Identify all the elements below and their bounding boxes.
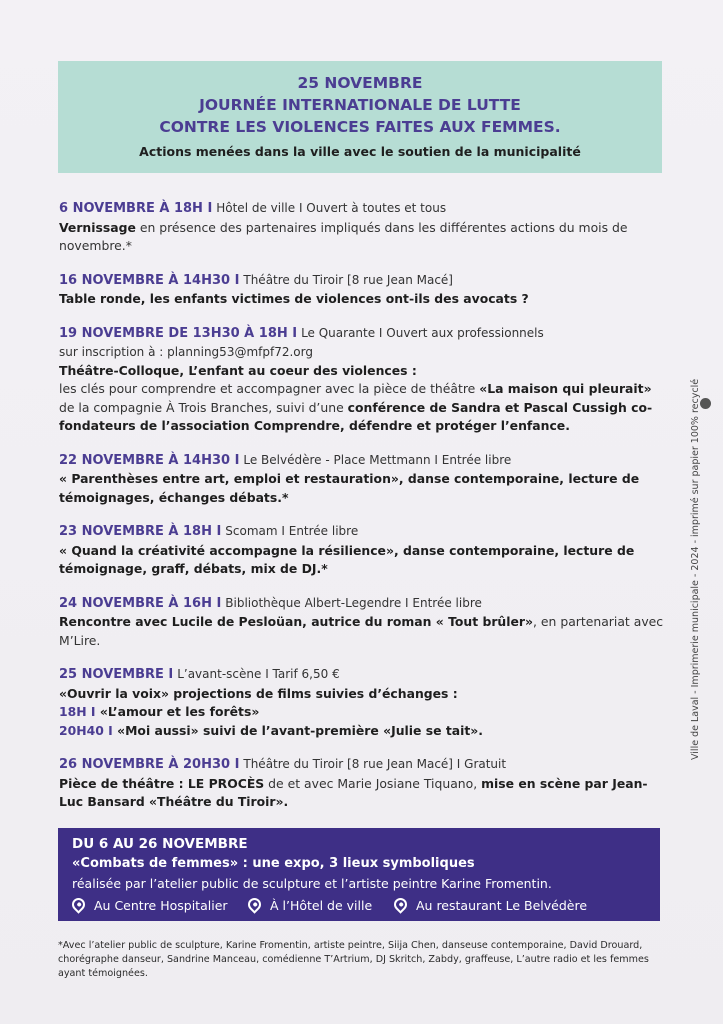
event-venue: Théâtre du Tiroir [8 rue Jean Macé] I Gratuit bbox=[243, 757, 507, 771]
expo-banner bbox=[58, 828, 660, 921]
expo-location-label: À l’Hôtel de ville bbox=[270, 898, 373, 913]
event-title: Table ronde, les enfants victimes de violences ont-ils des avocats ? bbox=[59, 291, 529, 306]
event-text: de et avec Marie Josiane Tiquano, bbox=[264, 775, 482, 791]
screening-time: 18H I bbox=[59, 704, 96, 719]
event-director: mise en scène par Jean-Luc Bansard «Théâtre du Tiroir». bbox=[59, 775, 648, 809]
event-title: Vernissage bbox=[59, 219, 136, 235]
expo-description: réalisée par l’atelier public de sculpture et l’artiste peintre Karine Fromentin. bbox=[72, 876, 552, 891]
event-venue: Bibliothèque Albert-Legendre I Entrée libre bbox=[225, 595, 482, 610]
event-title: Rencontre avec Lucile de Pesloüan, autrice du roman « Tout brûler» bbox=[59, 614, 534, 629]
title-line-2: JOURNÉE INTERNATIONALE DE LUTTE bbox=[199, 96, 521, 114]
expo-location-label: Au restaurant Le Belvédère bbox=[416, 898, 588, 913]
event-date: 22 NOVEMBRE À 14H30 I bbox=[59, 452, 240, 468]
title-date: 25 NOVEMBRE bbox=[297, 74, 423, 92]
event-play-title: «La maison qui pleurait» bbox=[479, 381, 652, 396]
footnote: *Avec l’atelier public de sculpture, Karine Fromentin, artiste peintre, Siija Chen, danseuse contemporaine, David Drouard, chorégraphe danseur, Sandrine Manceau, comédienne T’Artrium, DJ Skritch, Zabdy, graffeuse, L’autre radio et les femmes ayant témoignées. bbox=[58, 940, 649, 979]
event-venue: Le Quarante I Ouvert aux professionnels bbox=[301, 325, 544, 340]
title-subtitle: Actions menées dans la ville avec le soutien de la municipalité bbox=[139, 144, 581, 159]
event-date: 23 NOVEMBRE À 18H I bbox=[59, 524, 222, 539]
expo-location bbox=[72, 898, 228, 913]
title-line-3: CONTRE LES VIOLENCES FAITES AUX FEMMES. bbox=[159, 118, 561, 136]
event-venue: Théâtre du Tiroir [8 rue Jean Macé] bbox=[243, 272, 453, 287]
event-text: de la compagnie À Trois Branches, suivi d’une bbox=[59, 399, 348, 415]
event-item bbox=[59, 199, 665, 256]
event-inscription: sur inscription à : planning53@mfpf72.org bbox=[59, 345, 313, 359]
event-date: 16 NOVEMBRE À 14H30 I bbox=[59, 272, 240, 288]
screening-film: «Moi aussi» suivi de l’avant-première «Julie se tait». bbox=[112, 722, 483, 738]
expo-location-label: Au Centre Hospitalier bbox=[94, 898, 228, 913]
event-date: 6 NOVEMBRE À 18H I bbox=[59, 201, 213, 216]
event-venue: L’avant-scène I Tarif 6,50 € bbox=[177, 667, 340, 681]
expo-title: «Combats de femmes» : une expo, 3 lieux symboliques bbox=[72, 856, 475, 871]
event-venue: Scomam I Entrée libre bbox=[225, 524, 359, 538]
event-venue: Hôtel de ville I Ouvert à toutes et tous bbox=[216, 201, 447, 215]
event-date: 26 NOVEMBRE À 20H30 I bbox=[59, 757, 240, 772]
screening-film: «L’amour et les forêts» bbox=[95, 704, 260, 719]
event-item bbox=[59, 522, 665, 579]
event-date: 19 NOVEMBRE DE 13H30 À 18H I bbox=[59, 325, 298, 341]
expo-dates: DU 6 AU 26 NOVEMBRE bbox=[72, 836, 248, 852]
event-title: « Quand la créativité accompagne la résilience», danse contemporaine, lecture de témoignage, graff, débats, mix de DJ.* bbox=[59, 542, 635, 576]
event-text: les clés pour comprendre et accompagner avec la pièce de théâtre bbox=[59, 381, 480, 396]
event-date: 24 NOVEMBRE À 16H I bbox=[59, 595, 222, 611]
event-item bbox=[59, 594, 665, 651]
event-item bbox=[59, 451, 665, 508]
recycle-icon bbox=[700, 398, 711, 409]
event-item bbox=[59, 271, 665, 309]
map-pin-icon bbox=[391, 895, 409, 913]
event-item bbox=[59, 324, 665, 436]
printer-credit: Ville de Laval - Imprimerie municipale - 2024 - imprimé sur papier 100% recyclé bbox=[690, 378, 701, 760]
event-date: 25 NOVEMBRE I bbox=[59, 667, 174, 682]
event-text: en présence des partenaires impliqués dans les différentes actions du mois de novembre.* bbox=[59, 219, 628, 253]
event-text: , en partenariat avec M’Lire. bbox=[59, 614, 664, 648]
event-item bbox=[59, 755, 665, 812]
map-pin-icon bbox=[69, 895, 87, 913]
event-title: Théâtre-Colloque, L’enfant au coeur des violences : bbox=[59, 362, 417, 378]
event-venue: Le Belvédère - Place Mettmann I Entrée libre bbox=[243, 452, 512, 467]
screening-time: 20H40 I bbox=[59, 722, 113, 738]
event-title: «Ouvrir la voix» projections de films suivies d’échanges : bbox=[59, 685, 458, 701]
event-item bbox=[59, 665, 665, 740]
events-list bbox=[59, 199, 665, 827]
map-pin-icon bbox=[245, 895, 263, 913]
event-title: Pièce de théâtre : LE PROCÈS bbox=[59, 775, 265, 791]
expo-location bbox=[394, 898, 587, 913]
title-banner bbox=[58, 61, 662, 173]
expo-location bbox=[248, 898, 372, 913]
event-title: « Parenthèses entre art, emploi et restauration», danse contemporaine, lecture de témoignages, échanges débats.* bbox=[59, 471, 640, 505]
event-conference: conférence de Sandra et Pascal Cussigh co-fondateurs de l’association Comprendre, défendre et protéger l’enfance. bbox=[59, 399, 653, 433]
